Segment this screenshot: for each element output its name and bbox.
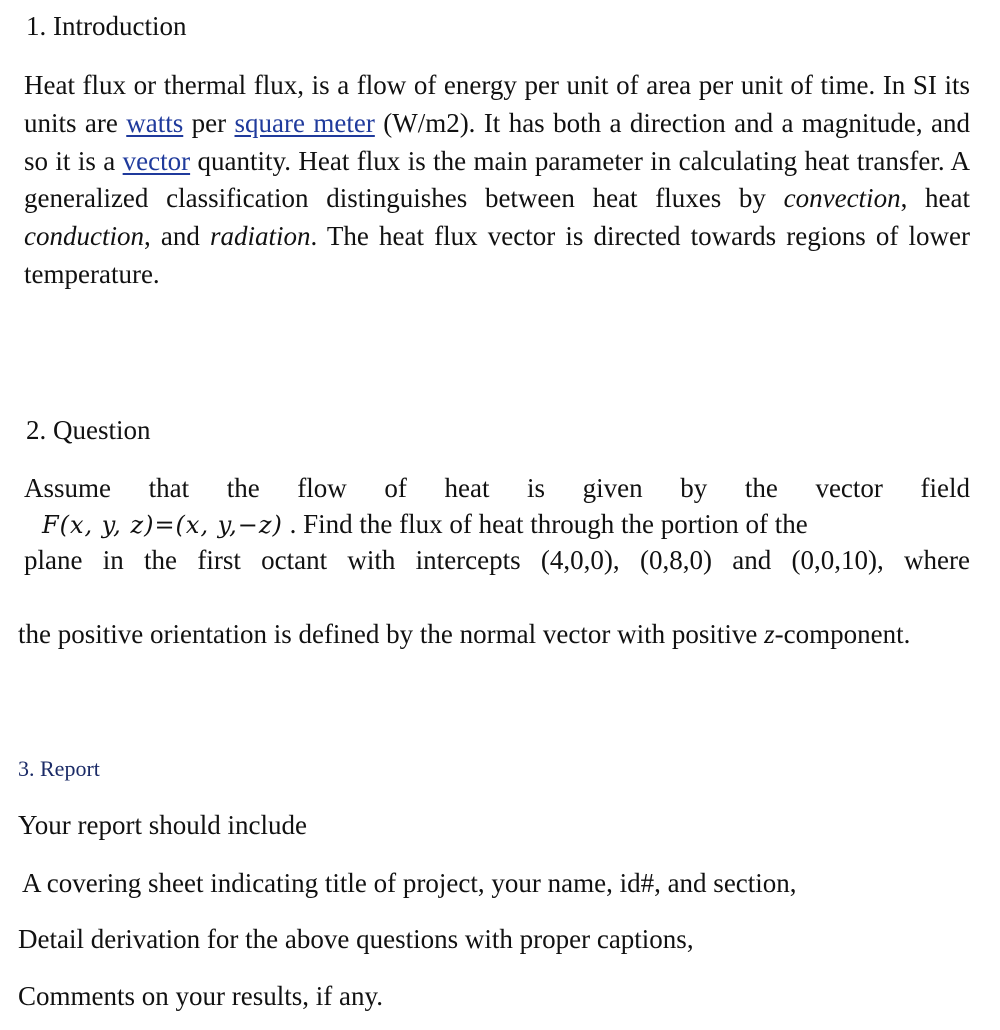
intro-text-g: . The heat flux vector is directed towards regions of lower temperature. xyxy=(24,221,970,289)
intro-text-e: , heat xyxy=(900,183,970,214)
orientation-text-b: -component. xyxy=(774,619,911,649)
convection-term: convection xyxy=(783,183,901,214)
intro-text-b: per xyxy=(183,107,235,138)
question-line-2 xyxy=(42,507,972,542)
intro-text-a: Heat flux or thermal flux, is a flow of energy per unit of area per unit of time. In SI its units are xyxy=(24,70,970,138)
conduction-term: conduction xyxy=(24,221,144,252)
square-meter-link[interactable]: square meter xyxy=(234,107,375,138)
intro-text-f: , and xyxy=(143,221,211,252)
report-heading: 3. Report xyxy=(18,756,100,781)
report-item-derivation: Detail derivation for the above questions with proper captions, xyxy=(18,924,694,954)
radiation-term: radiation xyxy=(210,221,311,252)
intro-text-c: (W/m2). It has both a direction and a magnitude, and so it is a xyxy=(24,107,970,176)
question-heading: 2. Question xyxy=(26,415,151,445)
question-orientation-paragraph xyxy=(18,617,976,652)
report-intro: Your report should include xyxy=(18,810,307,840)
report-item-comments: Comments on your results, if any. xyxy=(18,981,383,1011)
report-item-cover-sheet: A covering sheet indicating title of project, your name, id#, and section, xyxy=(22,868,797,898)
intro-text-d: quantity. Heat flux is the main parameter in calculating heat transfer. A generalized classification distinguishes between heat fluxes by xyxy=(24,145,970,214)
z-variable: z xyxy=(764,619,775,649)
intro-paragraph xyxy=(24,67,970,294)
intro-heading: 1. Introduction xyxy=(26,11,187,41)
watts-link[interactable]: watts xyxy=(126,107,184,138)
question-line-1: Assume that the flow of heat is given by the vector field xyxy=(24,473,970,503)
vector-link[interactable]: vector xyxy=(122,145,191,176)
question-line-2-tail: . Find the flux of heat through the portion of the xyxy=(282,509,808,539)
orientation-text-a: the positive orientation is defined by the normal vector with positive xyxy=(18,619,765,649)
vector-field-formula: F(x, y, z)=(x, y,−z) xyxy=(42,511,283,539)
question-line-3: plane in the first octant with intercepts (4,0,0), (0,8,0) and (0,0,10), where xyxy=(24,545,970,575)
